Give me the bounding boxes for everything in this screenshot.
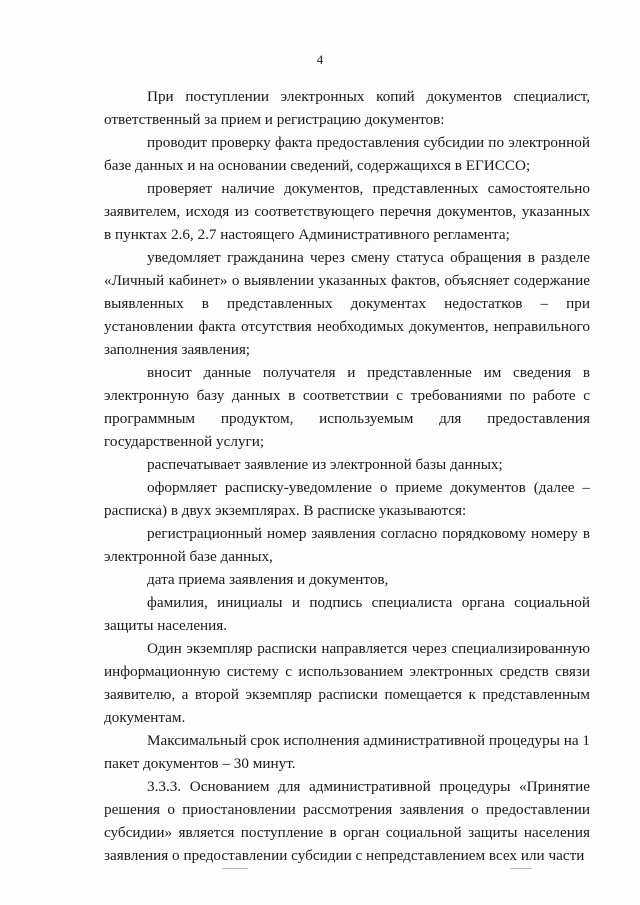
paragraph: фамилия, инициалы и подпись специалиста органа социальной защиты населения. [104,594,590,634]
paragraph: проверяет наличие документов, представленных самостоятельно заявителем, исходя из соответствующего перечня документов, указанных в пунктах 2.6, 2.7 настоящего Административного регламента; [104,180,590,243]
page-number: 4 [316,52,324,67]
paragraph: проводит проверку факта предоставления субсидии по электронной базе данных и на основании сведений, содержащихся в ЕГИССО; [104,134,590,174]
paragraph: Один экземпляр расписки направляется через специализированную информационную систему с использованием электронных средств связи заявителю, а второй экземпляр расписки помещается к представленным документам. [104,640,590,726]
paragraph: регистрационный номер заявления согласно порядковому номеру в электронной базе данных, [104,525,590,565]
section-3-3-3 [104,775,590,867]
paragraph: 3.3.3. Основанием для административной процедуры «Принятие решения о приостановлении рассмотрения заявления о предоставлении субсидии» является поступление в орган социальной защиты населения заявления о предоставлении субсидии с непредставлением всех или части [104,778,590,864]
paragraph: дата приема заявления и документов, [147,571,389,588]
scan-artifact [222,868,248,869]
scan-artifact [510,868,532,869]
paragraph: Максимальный срок исполнения административной процедуры на 1 пакет документов – 30 минут. [104,732,590,772]
paragraph: вносит данные получателя и представленные им сведения в электронную базу данных в соответствии с требованиями по работе с программным продуктом, используемым для предоставления государственной услуги; [104,364,590,450]
paragraph: оформляет расписку-уведомление о приеме документов (далее – расписка) в двух экземплярах. В расписке указываются: [104,479,590,519]
body-text [104,85,590,775]
paragraph: уведомляет гражданина через смену статуса обращения в разделе «Личный кабинет» о выявлении указанных фактов, объясняет содержание выявленных в представленных документах недостатков – при установлении факта отсутствия необходимых документов, неправильного заполнения заявления; [104,249,590,358]
paragraph: При поступлении электронных копий документов специалист, ответственный за прием и регистрацию документов: [104,88,590,128]
paragraph: распечатывает заявление из электронной базы данных; [147,456,503,473]
